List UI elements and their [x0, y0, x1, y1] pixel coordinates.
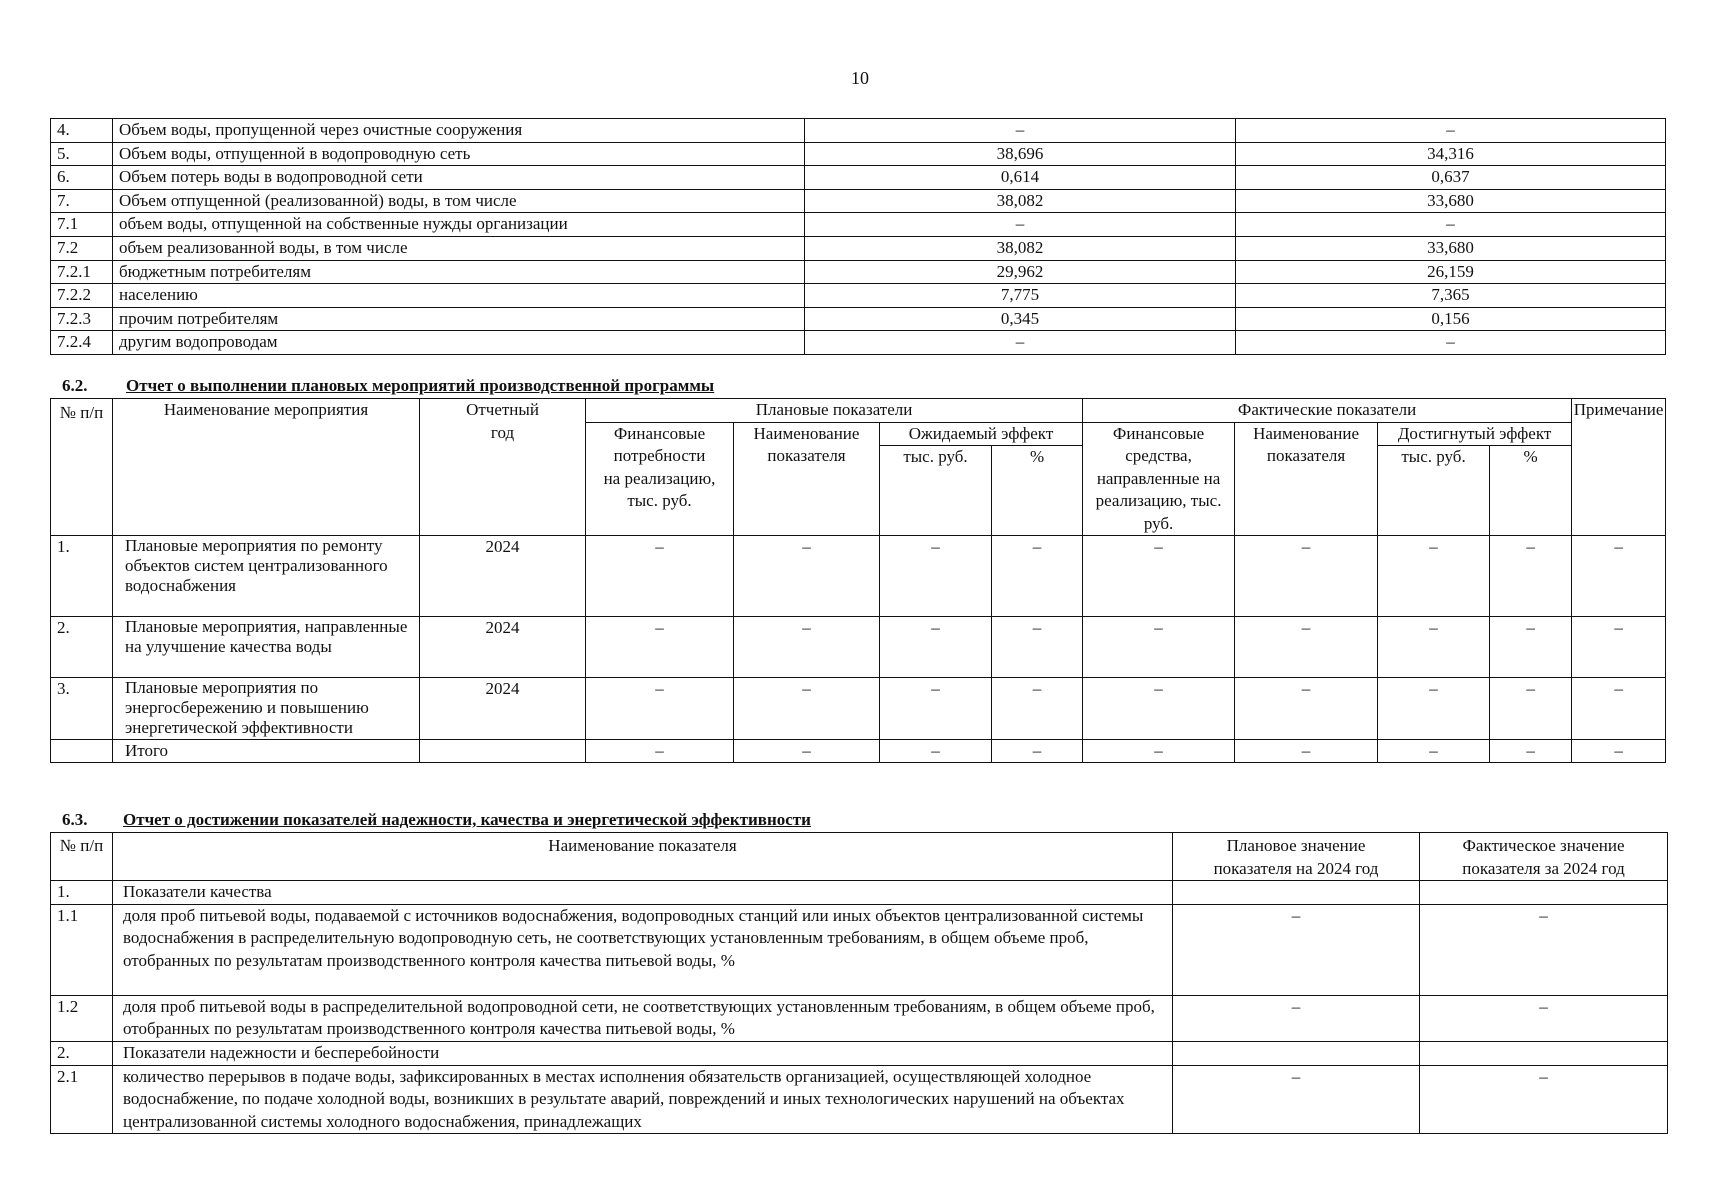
table-row	[51, 166, 1666, 190]
plan-value: 0,345	[805, 307, 1236, 331]
fact-value: –	[1420, 1065, 1668, 1134]
row-name: прочим потребителям	[113, 307, 805, 331]
col-name-header: Наименование показателя	[113, 833, 1173, 881]
planned-measures-table	[50, 398, 1666, 763]
fact-value: 7,365	[1236, 284, 1666, 308]
value-cell: –	[1490, 536, 1572, 617]
table-row	[51, 119, 1666, 143]
indicator-name: количество перерывов в подаче воды, зафиксированных в местах исполнения обязательств организацией, осуществляющей холодное водоснабжение, по подаче холодной воды, возникших в результате аварий, повреждений и иных технологических нарушений на объектах централизованной системы холодного водоснабжения, принадлежащих	[113, 1065, 1173, 1134]
value-cell: –	[1572, 678, 1666, 740]
plan-value: –	[805, 213, 1236, 237]
fact-value: –	[1420, 995, 1668, 1041]
row-number: 2.	[51, 1041, 113, 1065]
col-year-header: Отчетный год	[420, 399, 586, 536]
row-number: 1.1	[51, 904, 113, 995]
plan-value-header: Плановое значение показателя на 2024 год	[1173, 833, 1420, 881]
report-year: 2024	[420, 617, 586, 678]
row-name: Объем отпущенной (реализованной) воды, в том числе	[113, 189, 805, 213]
measure-name: Плановые мероприятия по энергосбережению и повышению энергетической эффективности	[113, 678, 420, 740]
value-cell: –	[1378, 678, 1490, 740]
col-name-header: Наименование мероприятия	[113, 399, 420, 536]
table-row	[51, 307, 1666, 331]
fact-value: 0,156	[1236, 307, 1666, 331]
fact-pct-header: %	[1490, 446, 1572, 536]
table-row	[51, 236, 1666, 260]
value-cell: –	[1572, 536, 1666, 617]
table-row	[51, 189, 1666, 213]
plan-value: –	[1173, 1065, 1420, 1134]
fact-fin-header: Финансовые средства, направленные на реализацию, тыс. руб.	[1083, 422, 1235, 536]
value-cell: –	[992, 739, 1083, 763]
table-row	[51, 260, 1666, 284]
value-cell: –	[1235, 678, 1378, 740]
row-number: 7.2.2	[51, 284, 113, 308]
value-cell: –	[734, 739, 880, 763]
row-name: другим водопроводам	[113, 331, 805, 355]
measure-name: Плановые мероприятия по ремонту объектов систем централизованного водоснабжения	[113, 536, 420, 617]
plan-value: –	[1173, 904, 1420, 995]
value-cell: –	[1235, 617, 1378, 678]
fact-value-header: Фактическое значение показателя за 2024 год	[1420, 833, 1668, 881]
total-label: Итого	[113, 739, 420, 763]
indicator-name: Показатели надежности и бесперебойности	[113, 1041, 1173, 1065]
plan-rub-header: тыс. руб.	[880, 446, 992, 536]
row-name: Объем потерь воды в водопроводной сети	[113, 166, 805, 190]
note-header: Примечание	[1572, 399, 1666, 536]
col-num-header: № п/п	[51, 399, 113, 536]
section-6-3-title	[62, 810, 811, 830]
row-number: 1.	[51, 536, 113, 617]
row-name: бюджетным потребителям	[113, 260, 805, 284]
row-number: 7.1	[51, 213, 113, 237]
indicators-table	[50, 832, 1668, 1134]
plan-value: –	[805, 331, 1236, 355]
value-cell: –	[1083, 739, 1235, 763]
plan-value	[1173, 881, 1420, 905]
row-number: 7.2.3	[51, 307, 113, 331]
value-cell: –	[1378, 739, 1490, 763]
value-cell: –	[992, 678, 1083, 740]
row-name: объем реализованной воды, в том числе	[113, 236, 805, 260]
table-row	[51, 142, 1666, 166]
fact-value: 0,637	[1236, 166, 1666, 190]
table-row	[51, 1065, 1668, 1134]
value-cell: –	[586, 739, 734, 763]
fact-value: –	[1236, 119, 1666, 143]
value-cell: –	[1083, 617, 1235, 678]
fact-value: –	[1236, 213, 1666, 237]
plan-fin-header: Финансовые потребности на реализацию, тыс. руб.	[586, 422, 734, 536]
table-row	[51, 881, 1668, 905]
row-number: 7.2.1	[51, 260, 113, 284]
value-cell: –	[1235, 536, 1378, 617]
fact-value: 33,680	[1236, 236, 1666, 260]
plan-value: 38,696	[805, 142, 1236, 166]
table-row	[51, 678, 1666, 740]
plan-value: 38,082	[805, 236, 1236, 260]
plan-ind-header: Наименование показателя	[734, 422, 880, 536]
indicator-name: доля проб питьевой воды, подаваемой с источников водоснабжения, водопроводных станций или иных объектов централизованной системы водоснабжения в распределительную водопроводную сеть, не соответствующих установленным требованиям, в общем объеме проб, отобранных по результатам производственного контроля качества питьевой воды, %	[113, 904, 1173, 995]
value-cell: –	[880, 678, 992, 740]
table-row	[51, 617, 1666, 678]
fact-value: 34,316	[1236, 142, 1666, 166]
fact-value: –	[1420, 904, 1668, 995]
value-cell: –	[586, 678, 734, 740]
row-name: объем воды, отпущенной на собственные нужды организации	[113, 213, 805, 237]
row-number: 7.2.4	[51, 331, 113, 355]
section-number: 6.2.	[62, 376, 88, 395]
report-year	[420, 739, 586, 763]
row-name: населению	[113, 284, 805, 308]
plan-value: 0,614	[805, 166, 1236, 190]
value-cell: –	[992, 617, 1083, 678]
value-cell: –	[1083, 678, 1235, 740]
plan-value: 29,962	[805, 260, 1236, 284]
plan-value: –	[1173, 995, 1420, 1041]
row-number: 3.	[51, 678, 113, 740]
indicator-name: Показатели качества	[113, 881, 1173, 905]
fact-value	[1420, 881, 1668, 905]
row-number: 6.	[51, 166, 113, 190]
indicator-name: доля проб питьевой воды в распределительной водопроводной сети, не соответствующих установленным требованиям, в общем объеме проб, отобранных по результатам производственного контроля качества питьевой воды, %	[113, 995, 1173, 1041]
row-number: 2.1	[51, 1065, 113, 1134]
value-cell: –	[1083, 536, 1235, 617]
row-number	[51, 739, 113, 763]
section-6-2-title	[62, 376, 715, 396]
section-heading: Отчет о достижении показателей надежности, качества и энергетической эффективности	[123, 810, 811, 829]
fact-ind-header: Наименование показателя	[1235, 422, 1378, 536]
value-cell: –	[1490, 617, 1572, 678]
value-cell: –	[1490, 739, 1572, 763]
fact-value	[1420, 1041, 1668, 1065]
plan-effect-header: Ожидаемый эффект	[880, 422, 1083, 446]
row-number: 1.	[51, 881, 113, 905]
plan-group-header: Плановые показатели	[586, 399, 1083, 423]
row-number: 7.	[51, 189, 113, 213]
report-year: 2024	[420, 536, 586, 617]
page-number: 10	[851, 68, 869, 88]
value-cell: –	[1235, 739, 1378, 763]
plan-value	[1173, 1041, 1420, 1065]
value-cell: –	[1572, 617, 1666, 678]
row-number: 7.2	[51, 236, 113, 260]
section-heading: Отчет о выполнении плановых мероприятий производственной программы	[126, 376, 715, 395]
row-name: Объем воды, пропущенной через очистные сооружения	[113, 119, 805, 143]
row-number: 2.	[51, 617, 113, 678]
plan-pct-header: %	[992, 446, 1083, 536]
value-cell: –	[880, 536, 992, 617]
value-cell: –	[992, 536, 1083, 617]
fact-value: –	[1236, 331, 1666, 355]
fact-rub-header: тыс. руб.	[1378, 446, 1490, 536]
table-row	[51, 536, 1666, 617]
fact-effect-header: Достигнутый эффект	[1378, 422, 1572, 446]
table-row	[51, 995, 1668, 1041]
table-row	[51, 1041, 1668, 1065]
value-cell: –	[734, 536, 880, 617]
table-row	[51, 331, 1666, 355]
value-cell: –	[734, 678, 880, 740]
value-cell: –	[1378, 617, 1490, 678]
table-row	[51, 284, 1666, 308]
value-cell: –	[880, 739, 992, 763]
fact-value: 26,159	[1236, 260, 1666, 284]
report-year: 2024	[420, 678, 586, 740]
measure-name: Плановые мероприятия, направленные на улучшение качества воды	[113, 617, 420, 678]
value-cell: –	[586, 617, 734, 678]
plan-value: –	[805, 119, 1236, 143]
plan-value: 38,082	[805, 189, 1236, 213]
value-cell: –	[586, 536, 734, 617]
table-row	[51, 213, 1666, 237]
water-volume-table	[50, 118, 1666, 355]
col-num-header: № п/п	[51, 833, 113, 881]
value-cell: –	[1378, 536, 1490, 617]
value-cell: –	[880, 617, 992, 678]
row-number: 5.	[51, 142, 113, 166]
value-cell: –	[734, 617, 880, 678]
table-row	[51, 904, 1668, 995]
fact-value: 33,680	[1236, 189, 1666, 213]
plan-value: 7,775	[805, 284, 1236, 308]
fact-group-header: Фактические показатели	[1083, 399, 1572, 423]
row-number: 4.	[51, 119, 113, 143]
value-cell: –	[1572, 739, 1666, 763]
row-name: Объем воды, отпущенной в водопроводную сеть	[113, 142, 805, 166]
row-number: 1.2	[51, 995, 113, 1041]
section-number: 6.3.	[62, 810, 88, 829]
total-row	[51, 739, 1666, 763]
value-cell: –	[1490, 678, 1572, 740]
